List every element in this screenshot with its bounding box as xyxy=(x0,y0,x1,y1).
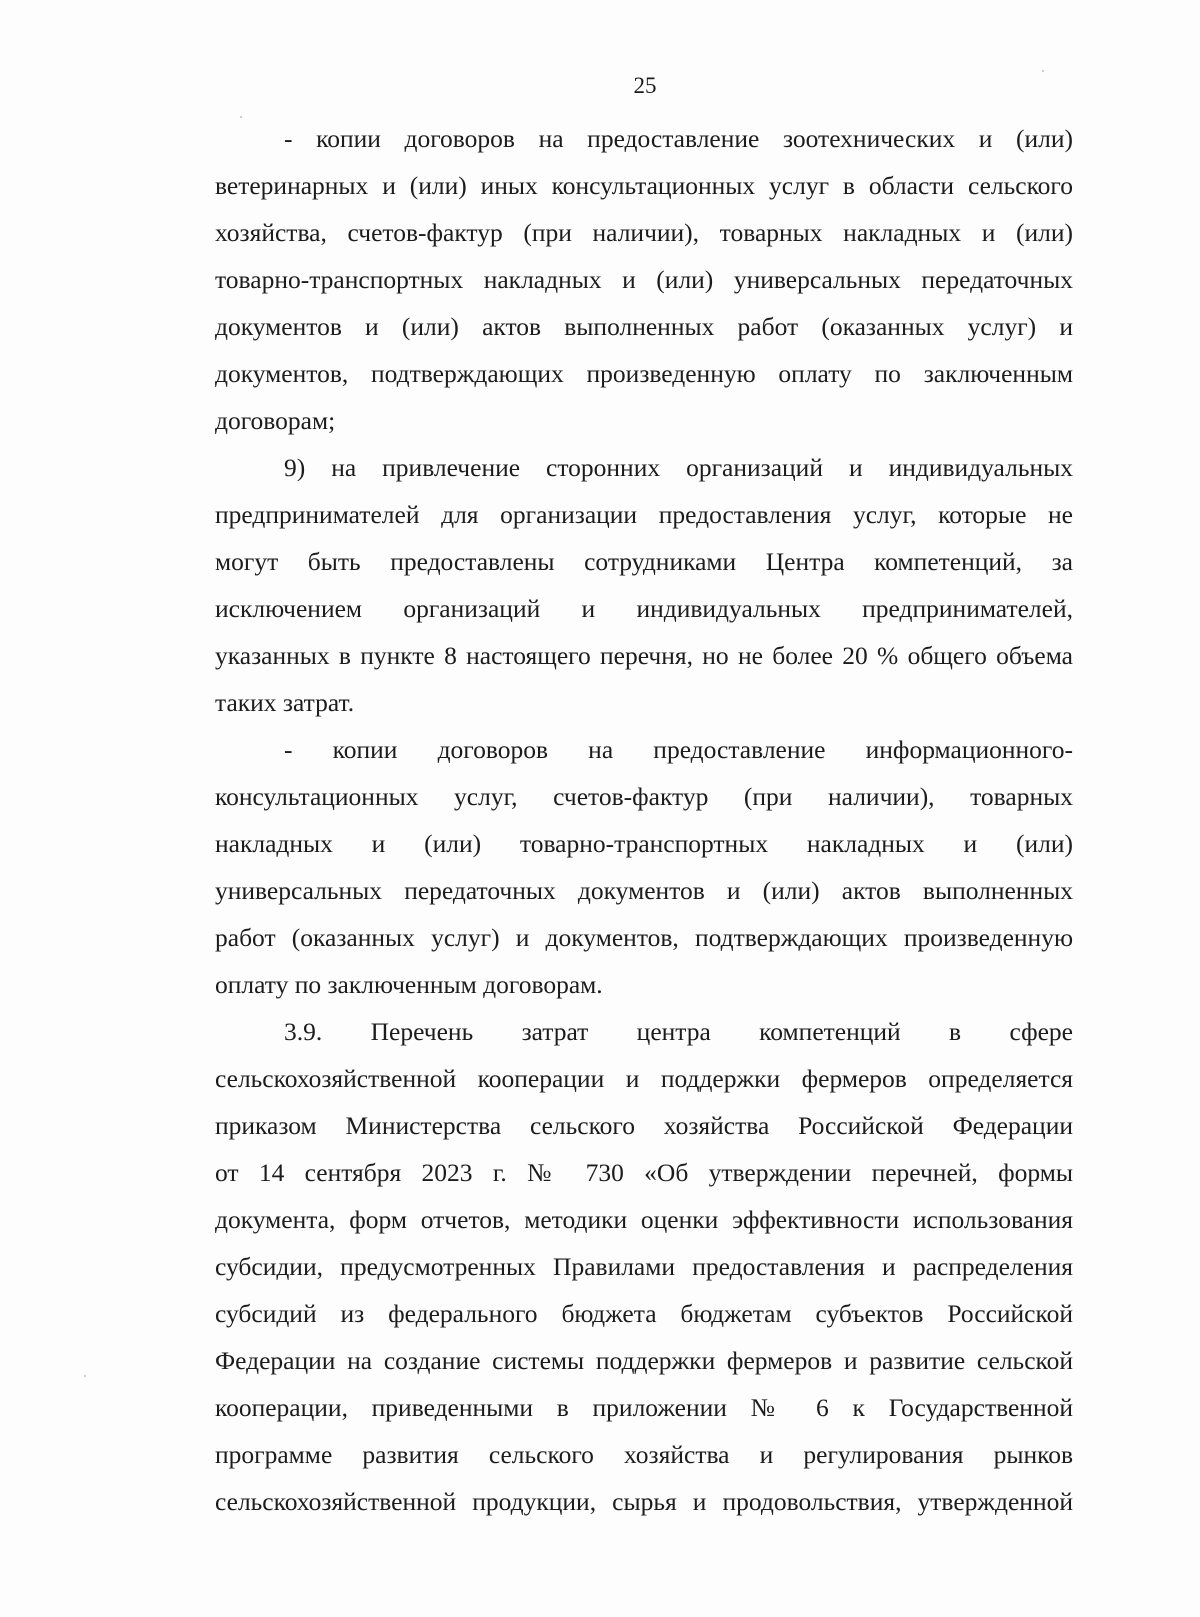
text-line: универсальных передаточных документов и (или) актов выполненных xyxy=(215,876,1073,905)
text-line: документов и (или) актов выполненных работ (оказанных услуг) и xyxy=(215,312,1073,341)
text-line: хозяйства, счетов-фактур (при наличии), товарных накладных и (или) xyxy=(215,218,1073,247)
text-line: консультационных услуг, счетов-фактур (при наличии), товарных xyxy=(215,782,1073,811)
text-line: 9) на привлечение сторонних организаций и индивидуальных xyxy=(284,453,1073,482)
text-line: от 14 сентября 2023 г. № 730 «Об утверждении перечней, формы xyxy=(215,1158,1073,1187)
scan-speck xyxy=(84,1375,86,1377)
text-line: документа, форм отчетов, методики оценки эффективности использования xyxy=(215,1205,1073,1234)
page-number: 25 xyxy=(633,73,657,98)
text-line: - копии договоров на предоставление информационного- xyxy=(284,735,1073,764)
text-line: приказом Министерства сельского хозяйства Российской Федерации xyxy=(215,1111,1073,1140)
text-line: накладных и (или) товарно-транспортных накладных и (или) xyxy=(215,829,1073,858)
text-line: оплату по заключенным договорам. xyxy=(215,970,603,999)
text-line: 3.9. Перечень затрат центра компетенций в сфере xyxy=(284,1017,1073,1046)
text-line: товарно-транспортных накладных и (или) универсальных передаточных xyxy=(215,265,1073,294)
text-line: работ (оказанных услуг) и документов, подтверждающих произведенную xyxy=(215,923,1073,952)
text-line: документов, подтверждающих произведенную оплату по заключенным xyxy=(215,359,1073,388)
text-line: субсидий из федерального бюджета бюджетам субъектов Российской xyxy=(215,1299,1073,1328)
text-line: могут быть предоставлены сотрудниками Центра компетенций, за xyxy=(215,547,1073,576)
text-line: программе развития сельского хозяйства и регулирования рынков xyxy=(215,1440,1073,1469)
text-line: исключением организаций и индивидуальных предпринимателей, xyxy=(215,594,1073,623)
text-line: сельскохозяйственной продукции, сырья и продовольствия, утвержденной xyxy=(215,1487,1073,1516)
text-line: сельскохозяйственной кооперации и поддержки фермеров определяется xyxy=(215,1064,1073,1093)
scan-speck xyxy=(1042,70,1044,72)
text-line: ветеринарных и (или) иных консультационных услуг в области сельского xyxy=(215,171,1073,200)
text-line: указанных в пункте 8 настоящего перечня, но не более 20 % общего объема xyxy=(215,641,1073,670)
scan-speck xyxy=(240,116,242,118)
text-line: субсидии, предусмотренных Правилами предоставления и распределения xyxy=(215,1252,1073,1281)
text-line: договорам; xyxy=(215,406,336,435)
text-line: - копии договоров на предоставление зоотехнических и (или) xyxy=(284,124,1073,153)
text-line: Федерации на создание системы поддержки фермеров и развитие сельской xyxy=(215,1346,1073,1375)
text-line: таких затрат. xyxy=(215,688,355,717)
text-line: кооперации, приведенными в приложении № 6 к Государственной xyxy=(215,1393,1073,1422)
text-line: предпринимателей для организации предоставления услуг, которые не xyxy=(215,500,1073,529)
